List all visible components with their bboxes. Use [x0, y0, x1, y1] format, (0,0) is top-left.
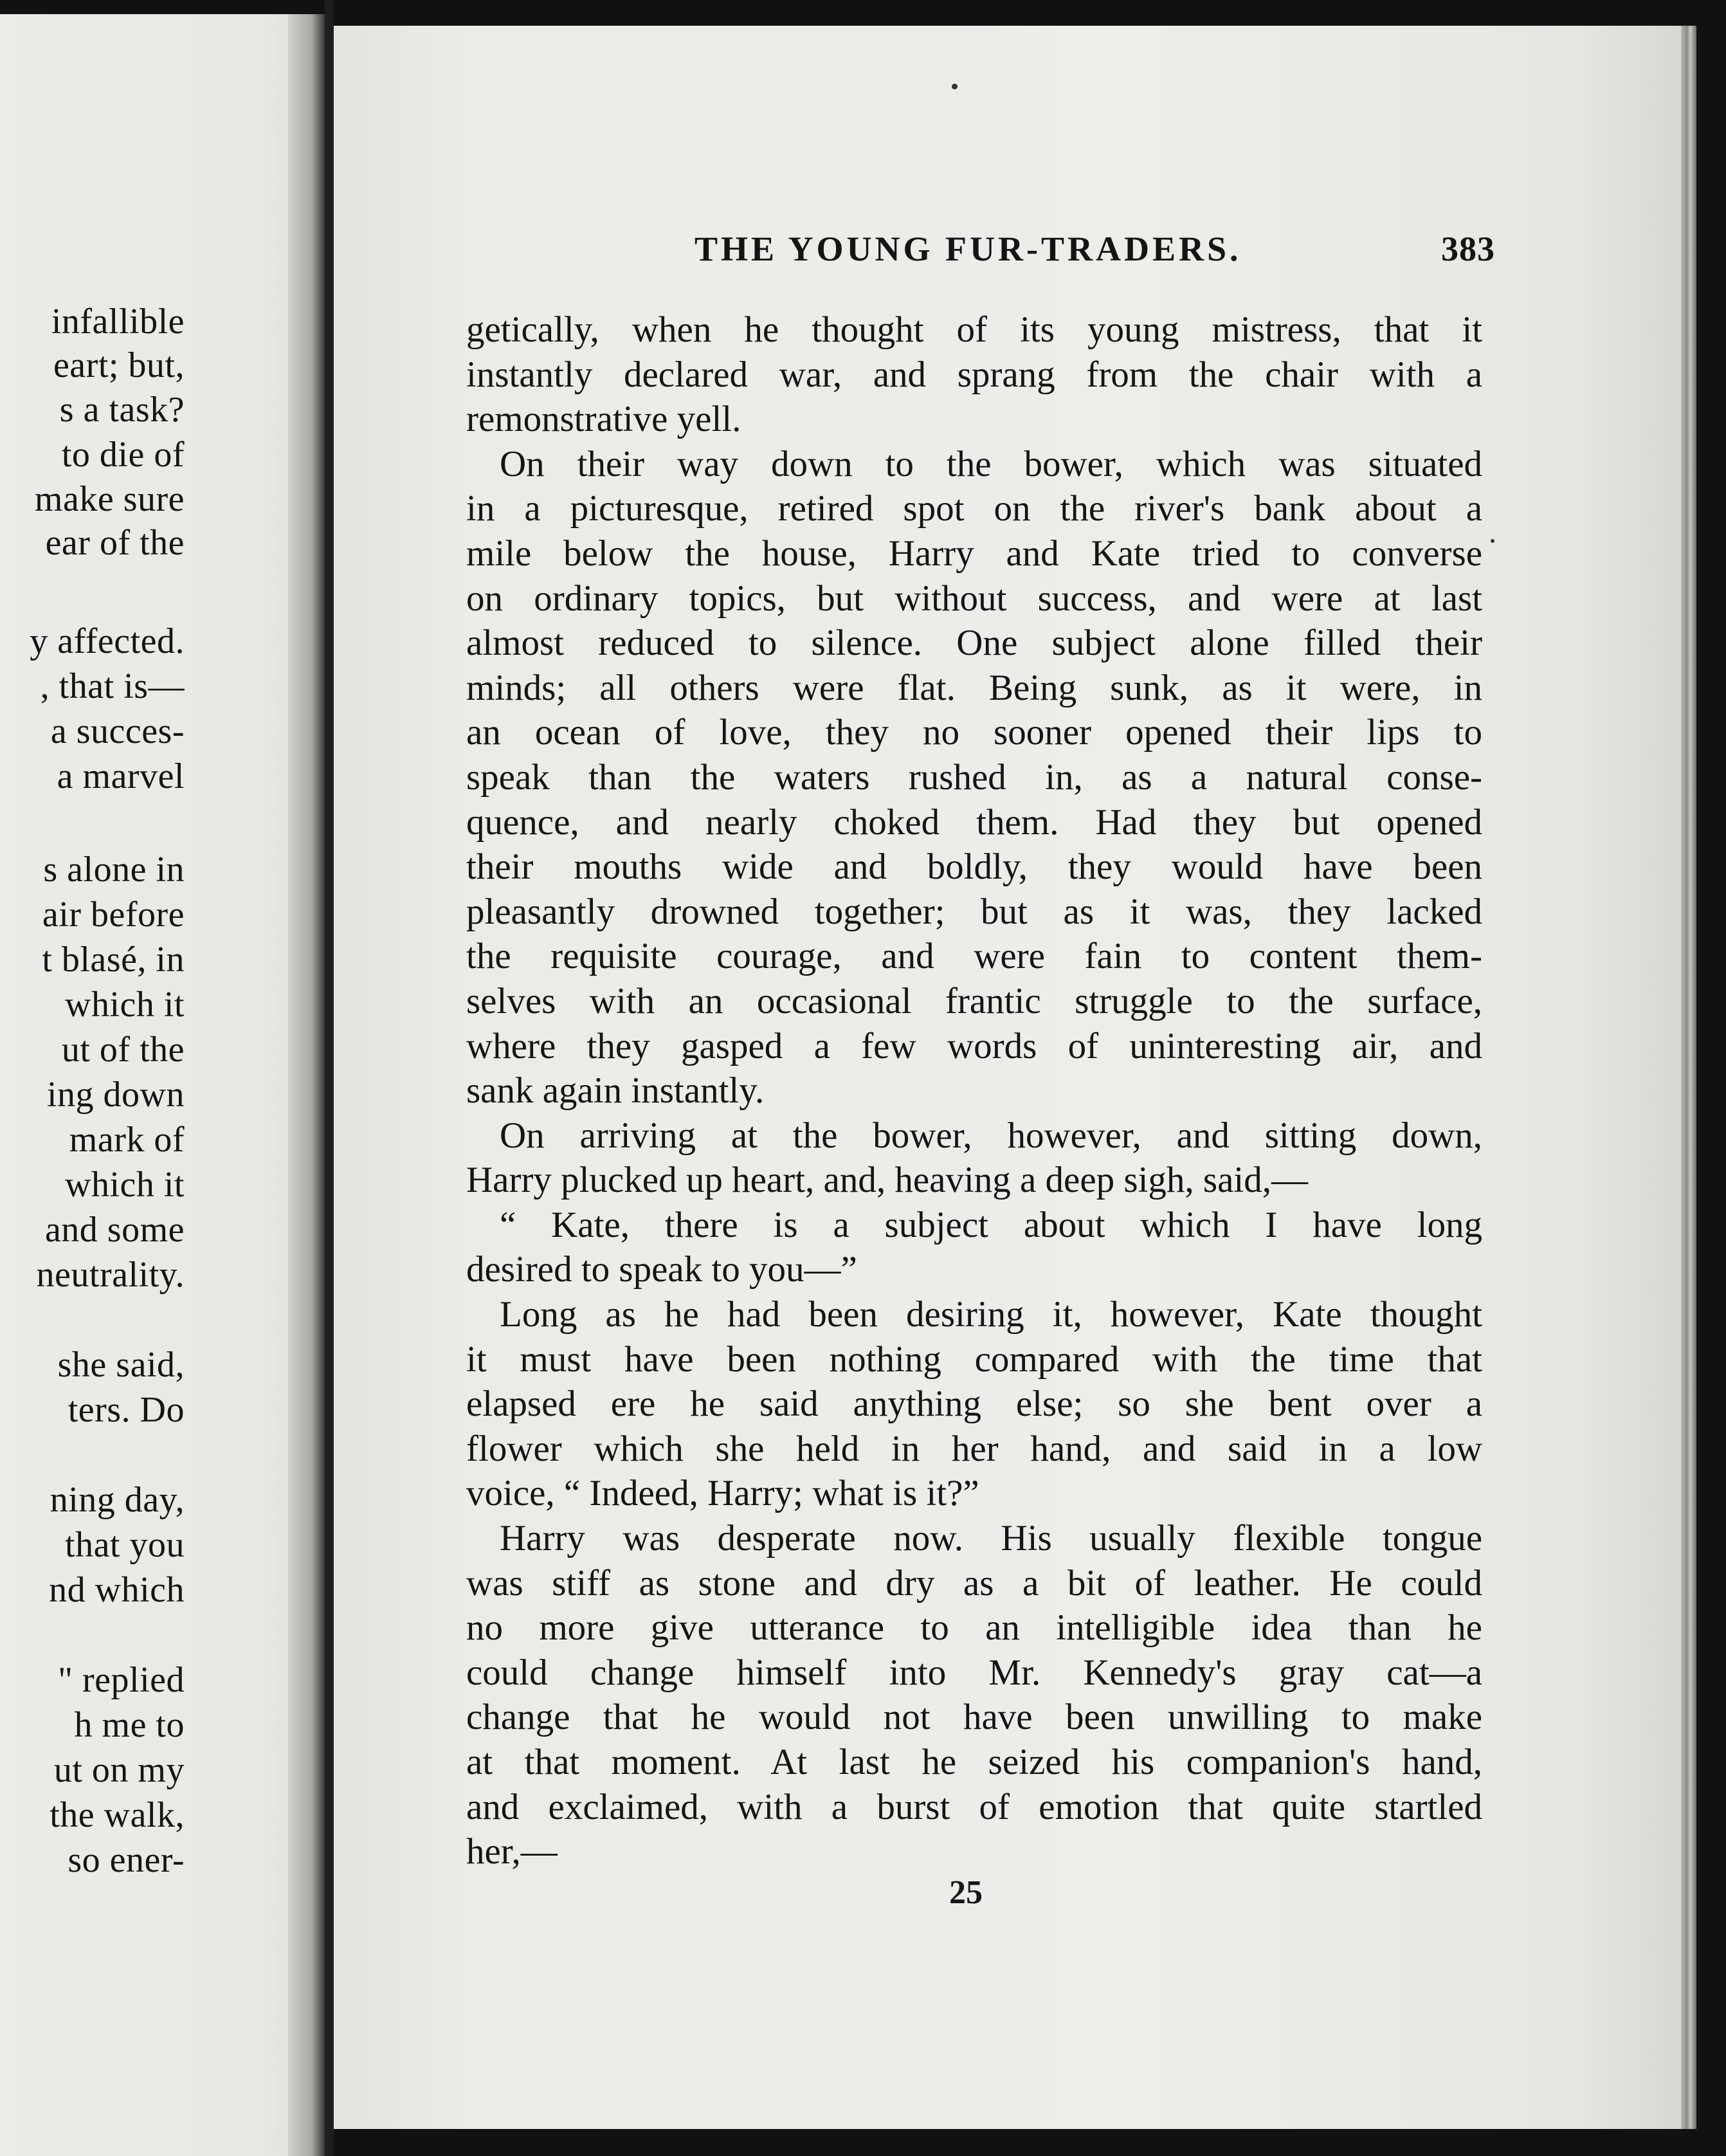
left-page-line: s alone in: [43, 850, 185, 890]
left-page-line: ear of the: [45, 523, 185, 563]
text-line: voice, “ Indeed, Harry; what is it?”: [466, 1473, 979, 1514]
left-page-line: which it: [65, 985, 185, 1025]
left-page-line: she said,: [57, 1345, 185, 1385]
page-number: 383: [1441, 230, 1495, 268]
left-page-line: ters. Do: [68, 1390, 185, 1430]
text-line: On their way down to the bower, which was situated: [500, 443, 1482, 484]
text-line: selves with an occasional frantic struggle to the surface,: [466, 980, 1482, 1021]
book-spine: [325, 0, 334, 2156]
left-page-line: which it: [65, 1165, 185, 1205]
left-page-line: and some: [44, 1210, 185, 1250]
body-text: [466, 307, 1482, 1874]
left-page-line: neutrality.: [36, 1255, 185, 1295]
left-page-line: ing down: [47, 1075, 185, 1115]
left-page-line: y affected.: [30, 621, 185, 661]
text-line: in a picturesque, retired spot on the river's bank about a: [466, 488, 1482, 529]
left-page-line: a succes-: [50, 711, 185, 751]
text-line: Harry plucked up heart, and, heaving a deep sigh, said,—: [466, 1160, 1308, 1201]
left-page-line: nd which: [49, 1570, 185, 1610]
text-line: speak than the waters rushed in, as a natural conse-: [466, 756, 1482, 798]
running-head: [695, 229, 1495, 269]
text-line: her,—: [466, 1831, 558, 1872]
text-line: it must have been nothing compared with the time that: [466, 1338, 1482, 1380]
text-line: “ Kate, there is a subject about which I have long: [500, 1204, 1482, 1245]
text-line: could change himself into Mr. Kennedy's gray cat—a: [466, 1652, 1482, 1693]
text-line: was stiff as stone and dry as a bit of leather. He could: [466, 1562, 1482, 1603]
text-line: an ocean of love, they no sooner opened their lips to: [466, 712, 1482, 753]
text-line: desired to speak to you—”: [466, 1249, 857, 1290]
text-line: their mouths wide and boldly, they would have been: [466, 846, 1482, 888]
text-line: mile below the house, Harry and Kate tried to converse: [466, 533, 1482, 574]
text-line: instantly declared war, and sprang from the chair with a: [466, 354, 1482, 395]
left-page-line: the walk,: [50, 1795, 185, 1835]
signature-mark: 25: [949, 1874, 983, 1911]
left-page-line: make sure: [34, 479, 185, 519]
left-page-line: so ener-: [68, 1840, 185, 1880]
text-line: Long as he had been desiring it, however, Kate thought: [500, 1294, 1482, 1335]
text-line: remonstrative yell.: [466, 399, 741, 440]
left-page-line: mark of: [69, 1120, 185, 1160]
left-page-line: infallible: [51, 302, 185, 342]
gutter-shadow: [288, 14, 327, 2156]
text-line: elapsed ere he said anything else; so she bent over a: [466, 1384, 1482, 1425]
text-line: and exclaimed, with a burst of emotion that quite startled: [466, 1786, 1482, 1827]
text-line: where they gasped a few words of uninteresting air, and: [466, 1025, 1482, 1066]
text-line: the requisite courage, and were fain to content them-: [466, 936, 1482, 977]
left-page-text: [0, 14, 325, 2156]
left-page-line: ut of the: [61, 1030, 185, 1070]
running-head-title: THE YOUNG FUR-TRADERS.: [695, 230, 1242, 268]
text-line: sank again instantly.: [466, 1070, 765, 1111]
left-page-line: h me to: [74, 1705, 185, 1745]
text-line: Harry was desperate now. His usually flexible tongue: [500, 1518, 1482, 1559]
text-line: almost reduced to silence. One subject alone filled their: [466, 623, 1482, 664]
left-page-line: to die of: [61, 435, 185, 475]
text-line: minds; all others were flat. Being sunk, as it were, in: [466, 667, 1482, 708]
page-edge: [1681, 26, 1696, 2129]
dust-speck: [952, 84, 958, 89]
text-line: at that moment. At last he seized his companion's hand,: [466, 1742, 1482, 1782]
left-page-line: ning day,: [50, 1480, 185, 1520]
text-line: pleasantly drowned together; but as it was, they lacked: [466, 891, 1482, 932]
left-page-line: " replied: [58, 1660, 185, 1700]
left-page-line: s a task?: [59, 390, 185, 430]
text-line: flower which she held in her hand, and said in a low: [466, 1428, 1482, 1469]
left-page-line: eart; but,: [53, 345, 185, 385]
text-line: quence, and nearly choked them. Had they but opened: [466, 801, 1482, 843]
left-page-line: air before: [42, 895, 185, 935]
text-line: On arriving at the bower, however, and sitting down,: [500, 1115, 1482, 1156]
left-page-line: that you: [65, 1525, 185, 1565]
left-page: [0, 14, 325, 2156]
left-page-line: t blasé, in: [42, 940, 185, 980]
dust-speck: [1491, 539, 1494, 543]
text-line: change that he would not have been unwilling to make: [466, 1697, 1482, 1738]
text-line: getically, when he thought of its young mistress, that it: [466, 309, 1482, 350]
left-page-line: , that is—: [40, 666, 185, 706]
text-line: no more give utterance to an intelligible idea than he: [466, 1607, 1482, 1649]
left-page-line: a marvel: [57, 756, 185, 796]
left-page-line: ut on my: [53, 1750, 185, 1790]
text-line: on ordinary topics, but without success, and were at last: [466, 578, 1482, 619]
